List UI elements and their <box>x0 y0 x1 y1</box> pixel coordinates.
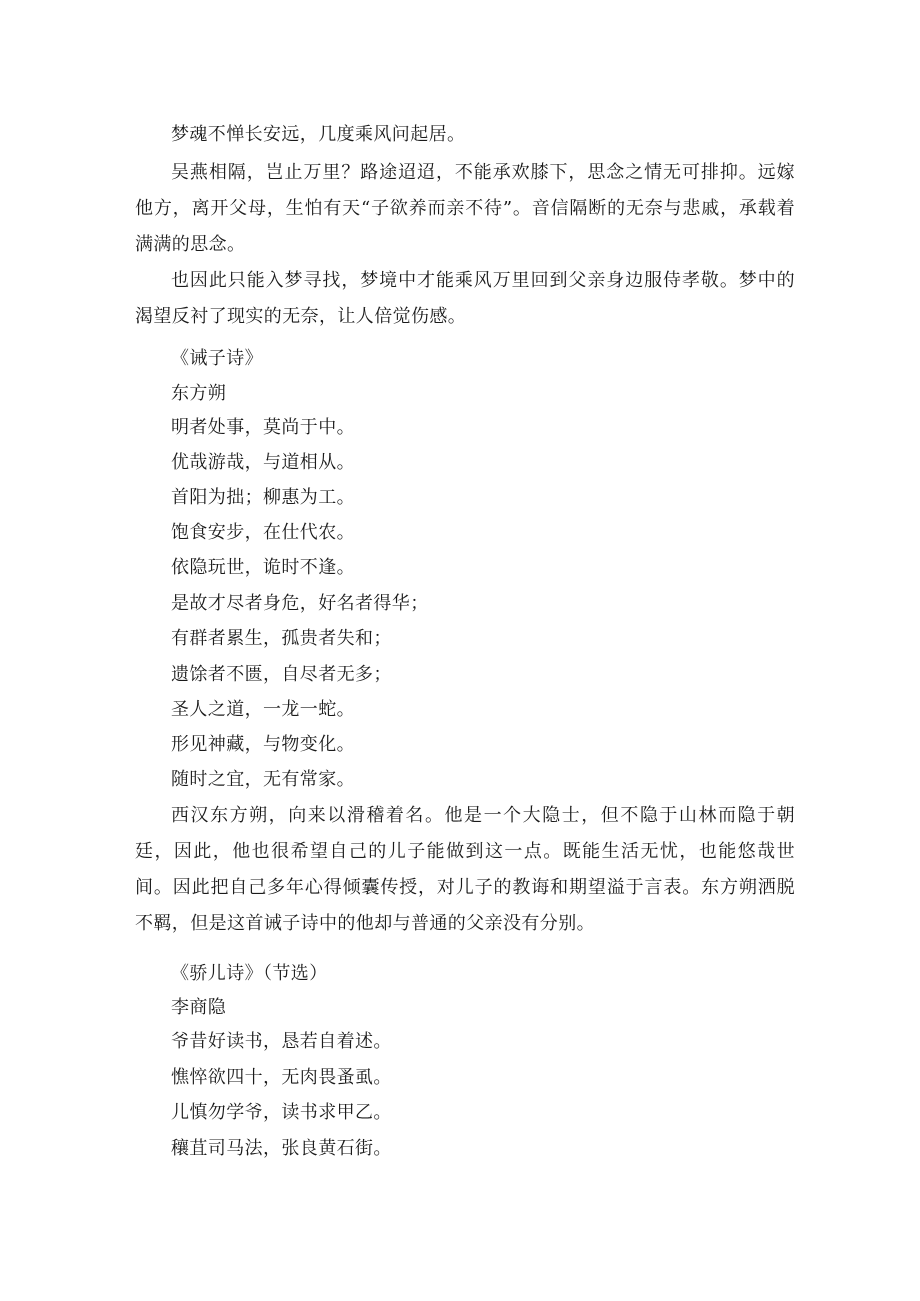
poem-line: 首阳为拙；柳惠为工。 <box>171 487 355 508</box>
poem-line: 爷昔好读书，恳若自着述。 <box>171 1031 392 1052</box>
poem-line: 憔悴欲四十，无肉畏蚤虱。 <box>171 1067 392 1088</box>
poem-author: 李商隐 <box>171 997 227 1018</box>
commentary-paragraph: 西汉东方朔，向来以滑稽着名。他是一个大隐士，但不隐于山林而隐于朝廷，因此，他也很希望自己的儿子能做到这一点。既能生活无忧，也能悠哉世间。因此把自己多年心得倾囊传授，对儿子的教诲和期望溢于言表。东方朔洒脱不羁，但是这首诫子诗中的他却与普通的父亲没有分别。 <box>135 805 795 934</box>
poem-line: 随时之宜，无有常家。 <box>171 769 355 790</box>
poem-title: 《骄儿诗》（节选） <box>171 963 328 984</box>
poem-author: 东方朔 <box>171 383 227 404</box>
poem-line: 优哉游哉，与道相从。 <box>171 452 355 473</box>
poem-line: 有群者累生，孤贵者失和； <box>171 628 392 649</box>
poem-line: 遗馀者不匮，自尽者无多； <box>171 664 392 685</box>
poem-line: 儿慎勿学爷，读书求甲乙。 <box>171 1102 392 1123</box>
poem-closing-line: 梦魂不惮长安远，几度乘风问起居。 <box>171 124 466 145</box>
commentary-paragraph: 也因此只能入梦寻找，梦境中才能乘风万里回到父亲身边服侍孝敬。梦中的渴望反衬了现实的无奈，让人倍觉伤感。 <box>135 270 795 327</box>
poem-line: 穰苴司马法，张良黄石街。 <box>171 1138 392 1159</box>
poem-line: 明者处事，莫尚于中。 <box>171 417 355 438</box>
poem-line: 依隐玩世，诡时不逢。 <box>171 557 355 578</box>
poem-line: 是故才尽者身危，好名者得华； <box>171 593 429 614</box>
poem-line: 形见神藏，与物变化。 <box>171 734 355 755</box>
commentary-paragraph: 吴燕相隔，岂止万里？路途迢迢，不能承欢膝下，思念之情无可排抑。远嫁他方，离开父母，生怕有天“子欲养而亲不待”。音信隔断的无奈与悲戚，承载着满满的思念。 <box>135 162 795 255</box>
poem-line: 饱食安步，在仕代农。 <box>171 522 355 543</box>
poem-title: 《诫子诗》 <box>171 348 263 369</box>
poem-line: 圣人之道，一龙一蛇。 <box>171 699 355 720</box>
